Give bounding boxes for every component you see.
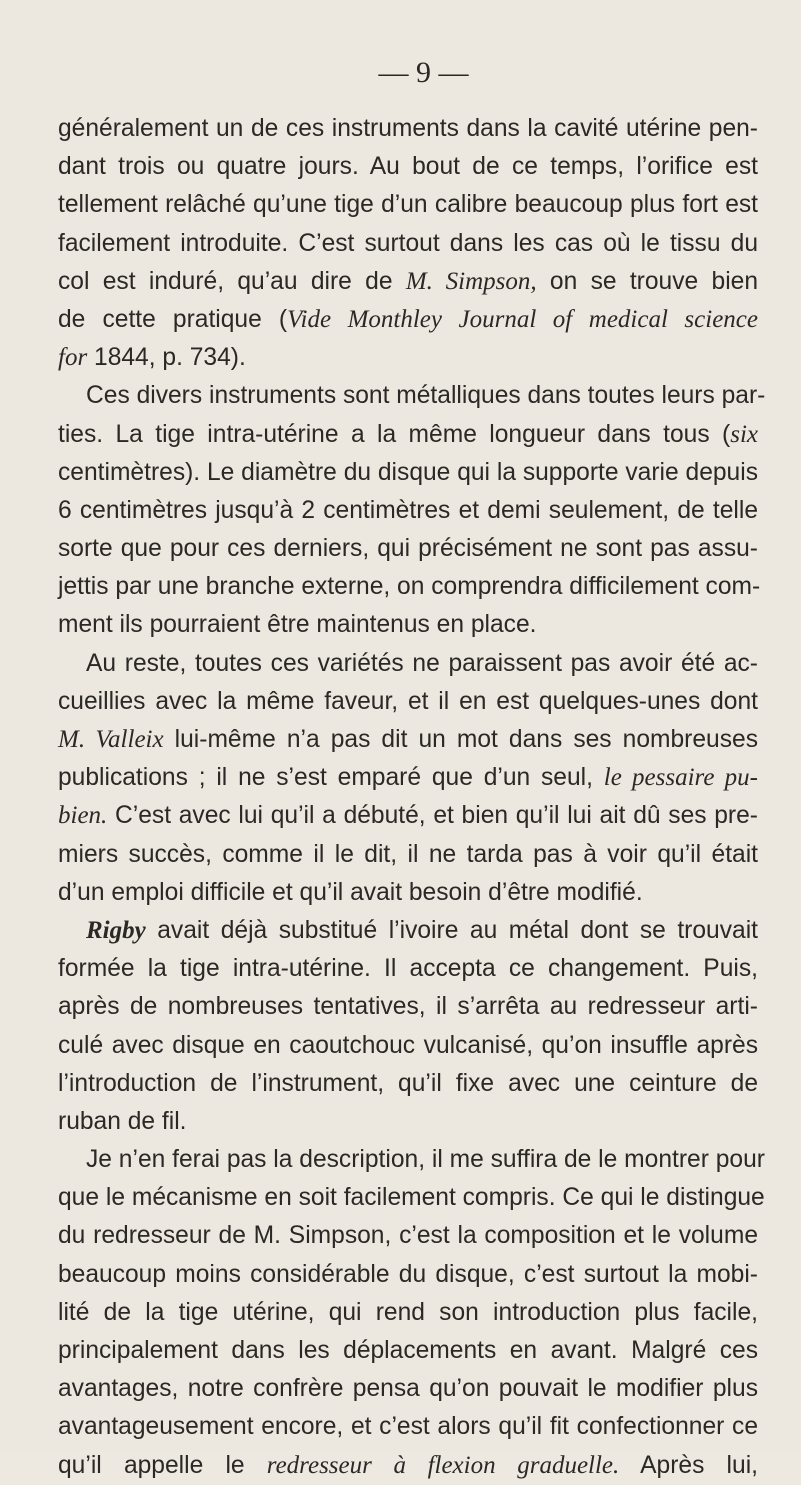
text-line: Au reste, toutes ces variétés ne paraissent pas avoir été ac- bbox=[86, 649, 758, 677]
text-line bbox=[58, 912, 758, 950]
text-line: l’introduction de l’instrument, qu’il fixe avec une ceinture de bbox=[58, 1069, 758, 1097]
italic-run: six bbox=[730, 420, 758, 448]
text-line: avantages, notre confrère pensa qu’on pouvait le modifier plus bbox=[58, 1375, 758, 1403]
italic-run: for bbox=[58, 344, 88, 372]
text-run: Après lui, bbox=[619, 1451, 758, 1479]
text-line bbox=[58, 263, 758, 301]
text-line bbox=[58, 416, 758, 454]
italic-run: redresseur à flexion graduelle. bbox=[266, 1451, 620, 1479]
text-line: lité de la tige utérine, qui rend son introduction plus facile, bbox=[58, 1298, 758, 1326]
text-line: 6 centimètres jusqu’à 2 centimètres et demi seulement, de telle bbox=[58, 496, 758, 524]
text-run: lui-même n’a pas dit un mot dans ses nombreuses bbox=[163, 726, 758, 753]
text-line: culé avec disque en caoutchouc vulcanisé, qu’on insuffle après bbox=[58, 1031, 758, 1059]
text-run: C’est avec lui qu’il a débuté, et bien qu’il lui ait dû ses pre- bbox=[107, 802, 758, 830]
text-run: de cette pratique ( bbox=[58, 305, 288, 333]
page-number: — 9 — bbox=[378, 56, 469, 89]
text-line: miers succès, comme il le dit, il ne tarda pas à voir qu’il était bbox=[58, 840, 758, 868]
text-line: généralement un de ces instruments dans la cavité utérine pen- bbox=[58, 115, 758, 142]
text-line bbox=[58, 339, 758, 377]
text-run: qu’il appelle le bbox=[58, 1451, 267, 1479]
text-line: tellement relâché qu’une tige d’un calibre beaucoup plus fort est bbox=[58, 191, 758, 219]
text-line: beaucoup moins considérable du disque, c’est surtout la mobi- bbox=[58, 1260, 758, 1288]
text-line: Je n’en ferai pas la description, il me suffira de le montrer pour bbox=[86, 1146, 765, 1174]
text-line bbox=[58, 721, 758, 759]
body-text bbox=[58, 110, 766, 1485]
text-line bbox=[58, 759, 758, 797]
italic-run: M. Valleix bbox=[58, 726, 164, 753]
text-line: centimètres). Le diamètre du disque qui la supporte varie depuis bbox=[58, 458, 758, 486]
text-run: publications ; il ne s’est emparé que d’un seul, bbox=[58, 764, 604, 792]
text-line: dant trois ou quatre jours. Au bout de ce temps, l’orifice est bbox=[58, 153, 758, 181]
text-line: principalement dans les déplacements en avant. Malgré ces bbox=[58, 1337, 758, 1364]
italic-run: Vide Monthley Journal of medical science bbox=[287, 305, 758, 333]
text-run: on se trouve bien bbox=[536, 267, 759, 295]
text-line: ment ils pourraient être maintenus en place. bbox=[58, 611, 537, 639]
text-line: formée la tige intra-utérine. Il accepta ce changement. Puis, bbox=[58, 955, 758, 983]
text-line: sorte que pour ces derniers, qui précisément ne sont pas assu- bbox=[58, 535, 758, 563]
text-line bbox=[58, 797, 758, 835]
text-run: avait déjà substitué l’ivoire au métal dont se trouvait bbox=[145, 916, 758, 944]
text-line: jettis par une branche externe, on comprendra difficilement com- bbox=[58, 573, 761, 601]
text-line: d’un emploi difficile et qu’il avait besoin d’être modifié. bbox=[58, 878, 643, 906]
text-line bbox=[58, 1447, 758, 1485]
text-line: avantageusement encore, et c’est alors qu’il fit confectionner ce bbox=[58, 1413, 758, 1441]
text-line: que le mécanisme en soit facilement compris. Ce qui le distingue bbox=[58, 1184, 765, 1212]
text-line: après de nombreuses tentatives, il s’arrêta au redresseur arti- bbox=[58, 993, 758, 1021]
italic-run: le pessaire pu- bbox=[603, 764, 759, 792]
text-line: du redresseur de M. Simpson, c’est la composition et le volume bbox=[58, 1222, 758, 1250]
text-line bbox=[58, 301, 758, 339]
text-line: cueillies avec la même faveur, et il en est quelques-unes dont bbox=[58, 687, 758, 715]
italic-run: M. Simpson, bbox=[405, 267, 537, 295]
text-line: ruban de fil. bbox=[58, 1107, 187, 1135]
text-run: col est induré, qu’au dire de bbox=[58, 267, 406, 295]
italic-run: bien. bbox=[58, 802, 108, 830]
text-run: 1844, p. 734). bbox=[87, 344, 246, 372]
text-line: Ces divers instruments sont métalliques dans toutes leurs par- bbox=[86, 382, 766, 410]
italic-run: Rigby bbox=[86, 916, 146, 944]
text-run: ties. La tige intra-utérine a la même longueur dans tous ( bbox=[58, 420, 731, 448]
text-line: facilement introduite. C’est surtout dans les cas où le tissu du bbox=[58, 229, 758, 257]
